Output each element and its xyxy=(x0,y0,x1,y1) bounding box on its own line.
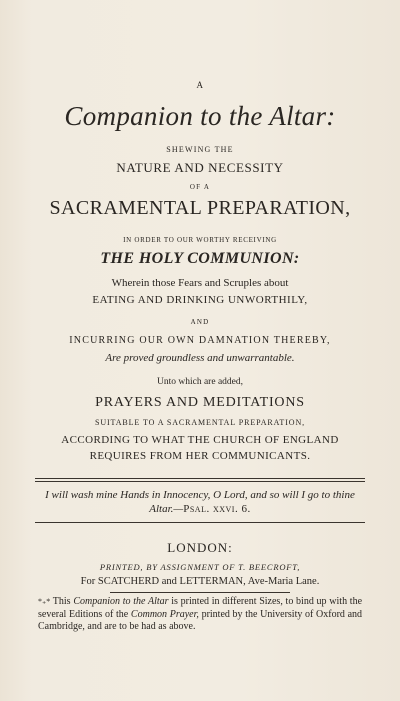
line-eating-drinking: EATING AND DRINKING UNWORTHILY, xyxy=(92,294,308,306)
imprint-printed-by: PRINTED, BY ASSIGNMENT OF T. BEECROFT, xyxy=(99,562,301,572)
line-prayers-meditations: PRAYERS AND MEDITATIONS xyxy=(95,395,305,410)
short-rule xyxy=(110,592,290,593)
line-of-a: OF A xyxy=(189,183,211,191)
line-proved-groundless: Are proved groundless and unwarrantable. xyxy=(105,352,295,364)
line-nature-necessity: NATURE AND NECESSITY xyxy=(116,160,284,175)
line-in-order: IN ORDER TO OUR WORTHY RECEIVING xyxy=(123,236,277,244)
motto-reference: Psal. xxvi. 6. xyxy=(183,503,251,515)
note-part2: Companion to the Altar xyxy=(73,596,169,607)
asterism: *₊* xyxy=(38,597,51,606)
line-wherein: Wherein those Fears and Scruples about xyxy=(111,277,289,289)
line-unto-which: Unto which are added, xyxy=(157,377,243,387)
line-shewing: SHEWING THE xyxy=(166,145,234,154)
sizes-note xyxy=(38,596,362,634)
rule-below-motto xyxy=(35,522,365,523)
line-sacramental-preparation: SACRAMENTAL PREPARATION, xyxy=(49,197,351,219)
line-incurring: INCURRING OUR OWN DAMNATION THEREBY, xyxy=(69,335,331,346)
imprint-city: LONDON: xyxy=(167,540,233,555)
double-rule-top xyxy=(35,478,365,482)
imprint-publishers: For SCATCHERD and LETTERMAN, Ave-Maria Lane. xyxy=(80,576,320,587)
line-and: AND xyxy=(190,318,210,326)
line-holy-communion: THE HOLY COMMUNION: xyxy=(100,250,300,267)
motto xyxy=(38,488,362,516)
article-a: A xyxy=(196,80,204,90)
note-part5: printed by the University of Oxford and Cambridge, and are to be had as above. xyxy=(38,608,363,632)
book-title: Companion to the Altar: xyxy=(64,101,336,131)
line-suitable: SUITABLE TO A SACRAMENTAL PREPARATION, xyxy=(94,418,306,427)
note-part3: is printed in different Sizes, to bind up with the several Editions of the xyxy=(38,596,363,620)
line-according: ACCORDING TO WHAT THE CHURCH OF ENGLAND xyxy=(61,434,339,446)
line-requires: REQUIRES FROM HER COMMUNICANTS. xyxy=(89,450,311,462)
note-part4: Common Prayer, xyxy=(130,608,199,620)
note-part1: This xyxy=(52,596,71,607)
motto-text: I will wash mine Hands in Innocency, O Lord, and so will I go to thine Altar.— xyxy=(45,489,355,515)
